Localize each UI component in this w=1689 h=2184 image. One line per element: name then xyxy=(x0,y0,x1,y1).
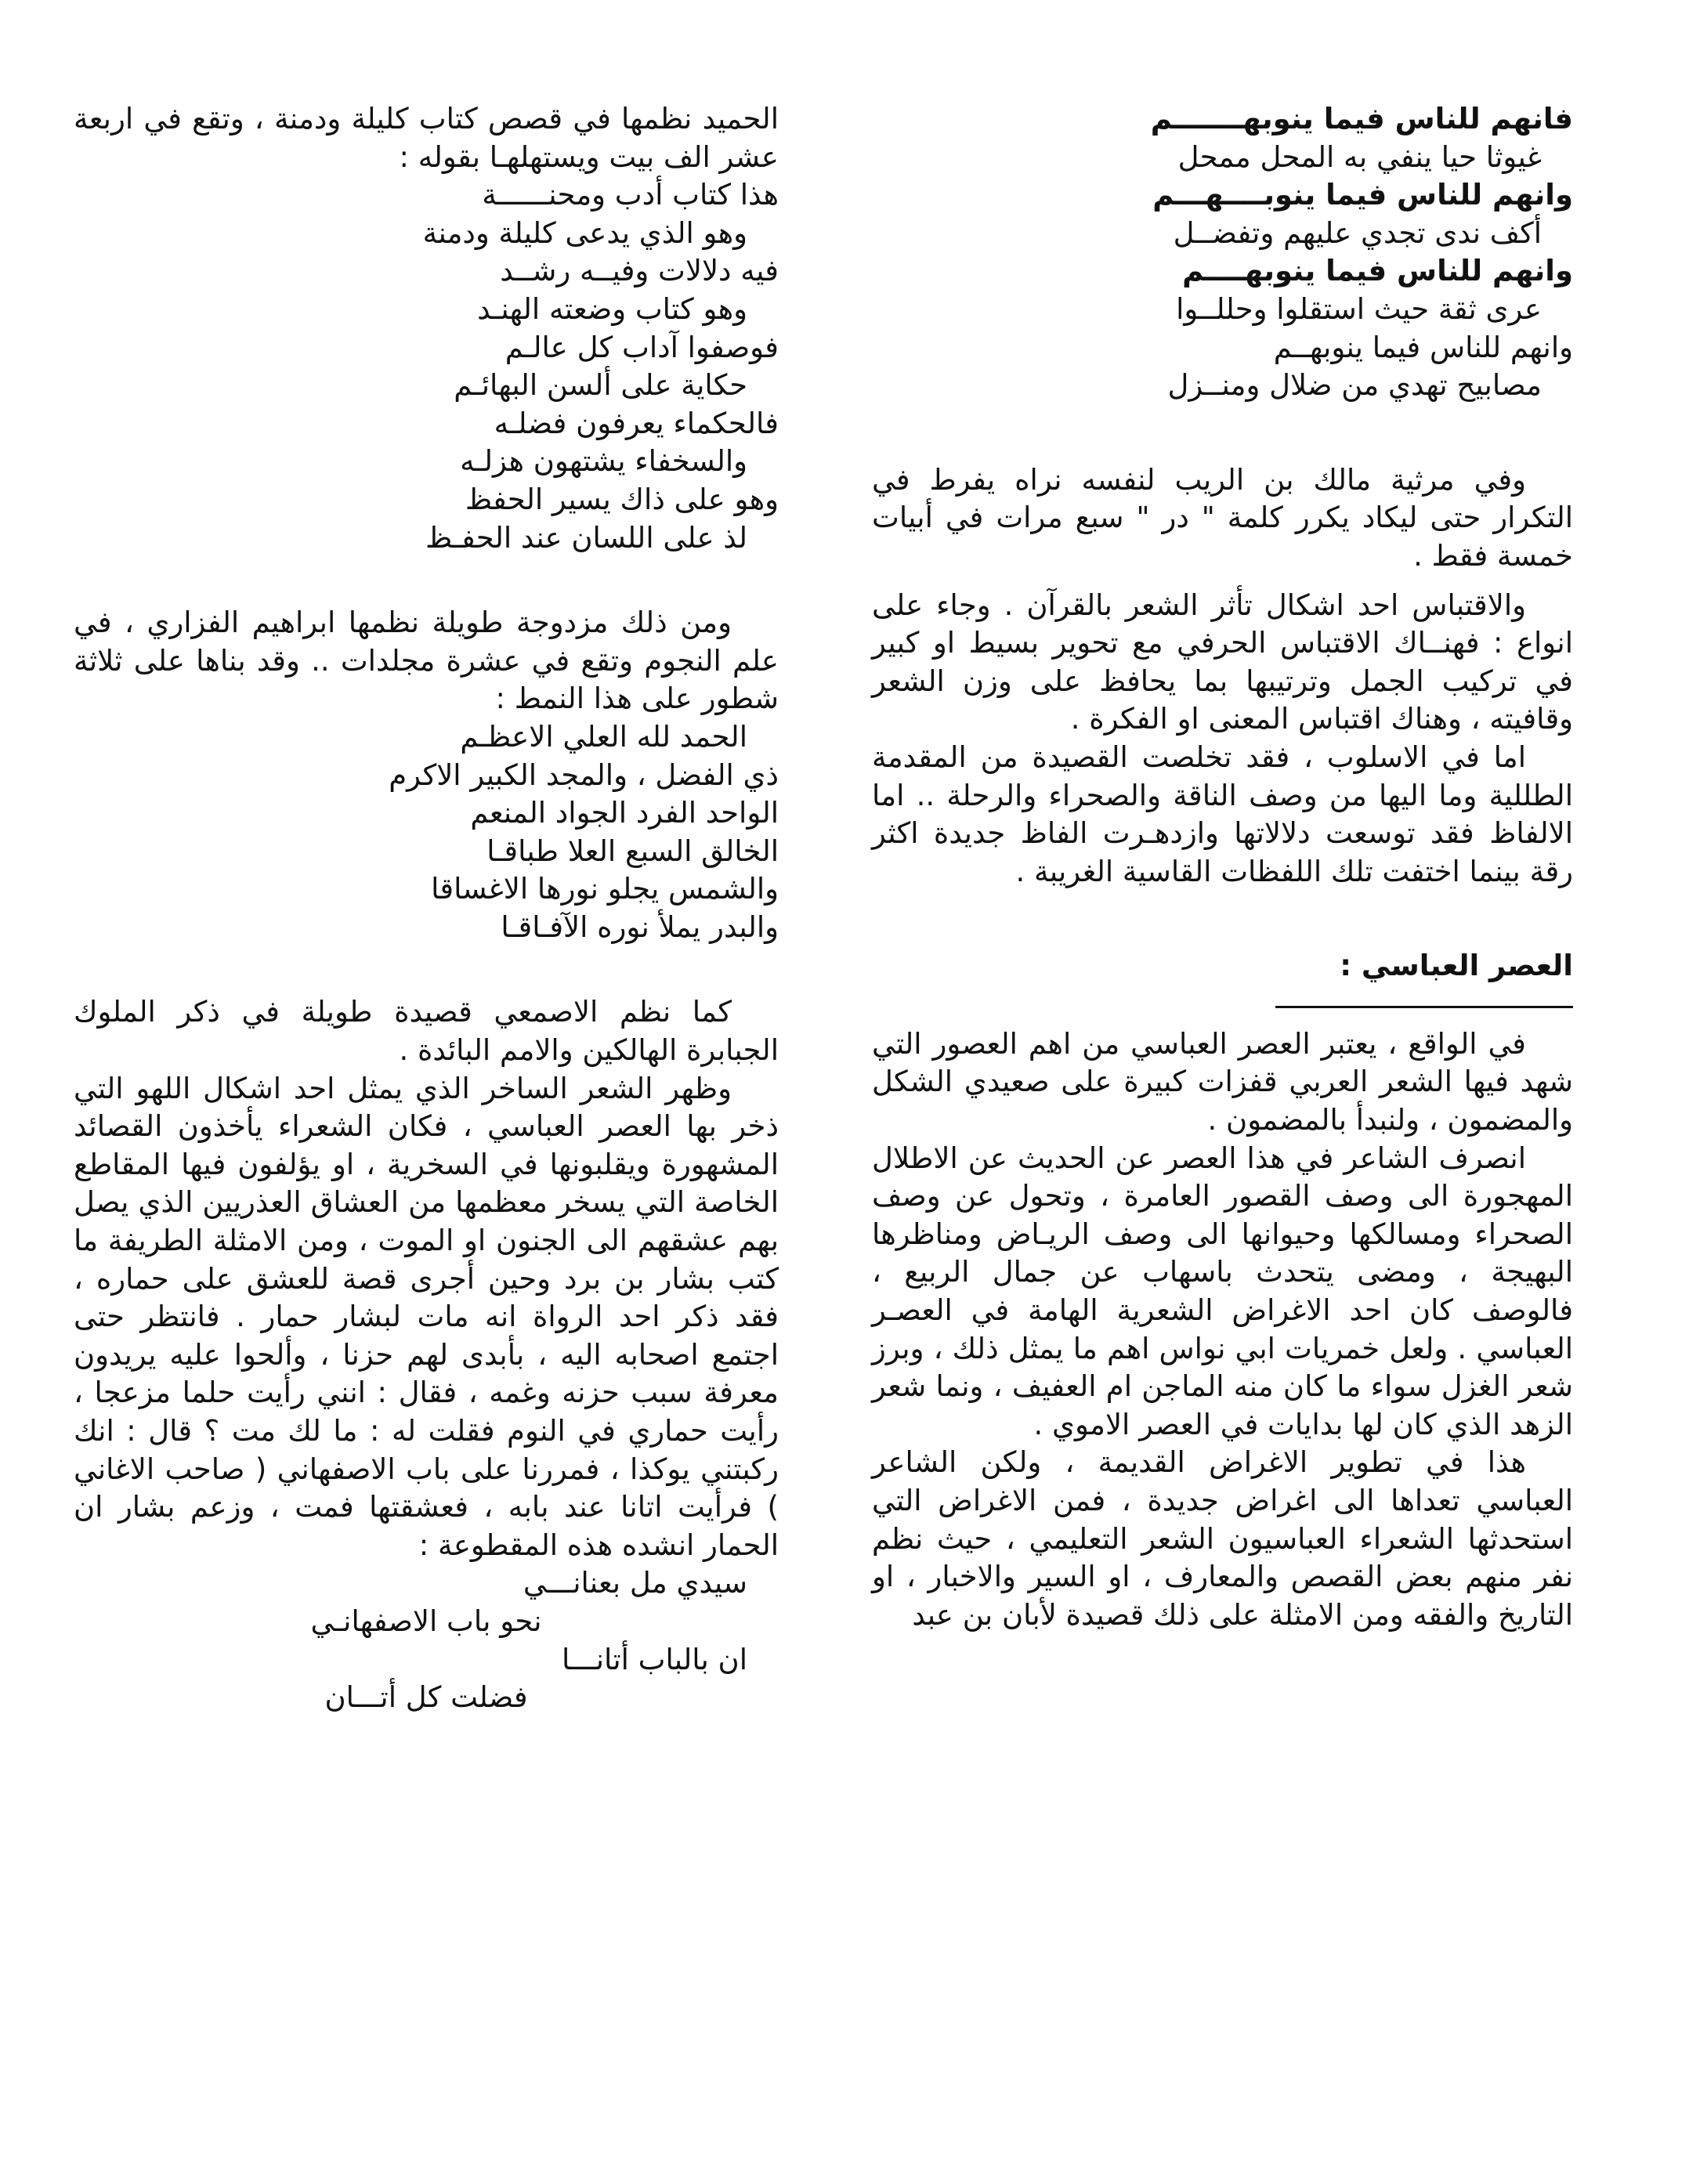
paragraph-hamid: الحميد نظمها في قصص كتاب كليلة ودمنة ، وتقع في اربعة عشر الف بيت ويستهلهـا بقوله : xyxy=(74,102,779,174)
verse-line: والسخفاء يشتهون هزلـه xyxy=(460,444,747,479)
paragraph-muzdawija: ومن ذلك مزدوجة طويلة نظمها ابراهيم الفزاري ، في علم النجوم وتقع في عشرة مجلدات .. وقد بناها على ثلاثة شطور على هذا النمط : xyxy=(74,606,779,716)
verse-block-kalila xyxy=(74,176,779,557)
verse-line: والبدر يملأ نوره الآفـاقـا xyxy=(501,909,779,944)
verse-block-hamd xyxy=(74,718,779,947)
heading-underline xyxy=(1275,1006,1573,1008)
paragraph-uslub: اما في الاسلوب ، فقد تخلصت القصيدة من المقدمة الطللية وما اليها من وصف الناقة والصحراء والرحلة .. اما الالفاظ فقد توسعت دلالاتها وازدهـرت الفاظ جديدة اكثر رقة بينما اختفت تلك اللفظات القاسية الغريبة . xyxy=(872,739,1573,888)
verse-line: لذ على اللسان عند الحفـظ xyxy=(425,520,747,555)
verse-line: فانهم للناس فيما ينوبهـــــــم xyxy=(1150,102,1573,136)
verse-line: وهو الذي يدعى كليلة ودمنة xyxy=(422,215,747,250)
paragraph-insarafa: انصرف الشاعر في هذا العصر عن الحديث عن الاطلال المهجورة الى وصف القصور العامرة ، وتحول عن وصف الصحراء ومسالكها وحيوانها الى وصف الريـاض ومناظرها البهيجة ، ومضى يتحدث باسهاب عن جمال الربيع ، فالوصف كان احد الاغراض الشعرية الهامة في العصـر العباسي . ولعل خمريات ابي نواس اهم ما يمثل ذلك ، وبرز شعر الغزل سواء ما كان منه الماجن ام العفيف ، ونما شعر الزهد الذي كان لها بدايات في العصر الاموي . xyxy=(872,1141,1573,1441)
paragraph-iqtibas: والاقتباس احد اشكال تأثر الشعر بالقرآن . وجاء على انواع : فهنــاك الاقتباس الحرفي مع تحوير بسيط او كبير في تركيب الجمل وترتيبها بما يحافظ على وزن الشعر وقافيته ، وهناك اقتباس المعنى او الفكرة . xyxy=(872,588,1573,736)
verse-line: حكاية على ألسن البهائـم xyxy=(454,368,747,403)
verse-line: سيدي مل بعنانـــي xyxy=(523,1566,747,1600)
section-heading: العصر العباسي : xyxy=(1340,949,1573,983)
verse-line: الحمد لله العلي الاعظـم xyxy=(460,719,747,754)
verse-line: فالحكماء يعرفون فضلـه xyxy=(494,406,779,440)
verse-line: فوصفوا آداب كل عالـم xyxy=(505,330,779,364)
verse-line: وهو كتاب وضعته الهنـد xyxy=(477,291,747,326)
paragraph-waqi: في الواقع ، يعتبر العصر العباسي من اهم العصور التي شهد فيها الشعر العربي قفزات كبيرة على صعيدي الشكل والمضمون ، ولنبدأ بالمضمون . xyxy=(872,1026,1573,1137)
verse-line: وانهم للناس فيما ينوبهــم xyxy=(1273,330,1573,364)
verse-line: عرى ثقة حيث استقلوا وحللــوا xyxy=(1176,291,1542,326)
verse-line: الخالق السبع العلا طباقـا xyxy=(486,833,779,868)
verse-line: ذي الفضل ، والمجد الكبير الاكرم xyxy=(389,758,779,792)
verse-line: وانهم للناس فيما ينوبهــــم xyxy=(1182,254,1573,288)
verse-line: نحو باب الاصفهانـي xyxy=(310,1604,542,1638)
verse-line: غيوثا حيا ينفي به المحل ممحل xyxy=(1177,139,1542,174)
paragraph-asmai: كما نظم الاصمعي قصيدة طويلة في ذكر الملوك الجبابرة الهالكين والامم البائدة . xyxy=(74,995,779,1068)
verse-line: فيه دلالات وفيــه رشــد xyxy=(500,254,779,288)
verse-block-donkey xyxy=(74,1564,779,1716)
verse-line: مصابيح تهدي من ضلال ومنــزل xyxy=(1167,368,1542,403)
right-column xyxy=(872,100,1573,1634)
paragraph-malik: وفي مرثية مالك بن الريب لنفسه نراه يفرط في التكرار حتى ليكاد يكرر كلمة " در " سبع مرات في أبيات خمسة فقط . xyxy=(872,462,1573,573)
verse-block-generosity xyxy=(872,100,1573,405)
left-column xyxy=(74,100,779,1717)
verse-line: أكف ندى تجدي عليهم وتفضــل xyxy=(1173,215,1542,250)
paragraph-sakhir: وظهر الشعر الساخر الذي يمثل احد اشكال اللهو التي ذخر بها العصر العباسي ، فكان الشعراء يأخذون القصائد المشهورة ويقلبونها في السخرية ، او يؤلفون فيها المقاطع الخاصة التي يسخر معظمها من العشاق العذريين الذي يصل بهم عشقهم الى الجنون او الموت ، ومن الامثلة الطريفة ما كتب بشار بن برد وحين أجرى قصة للعشق على حماره ، فقد ذكر احد الرواة انه مات لبشار حمار . فانتظر حتى اجتمع اصحابه اليه ، بأبدى لهم حزنا ، وألحوا عليه يريدون معرفة سبب حزنه وغمه ، فقال : انني رأيت حلما مزعجا ، رأيت حماري في النوم فقلت له : ما لك مت ؟ قال : انك ركبتني يوكذا ، فمررنا على باب الاصفهاني ( صاحب الاغاني ) فرأيت اتانا عند بابه ، فعشقتها فمت ، وزعم بشار ان الحمار انشده هذه المقطوعة : xyxy=(74,1071,779,1562)
verse-line: فضلت كل أتـــان xyxy=(324,1680,528,1715)
verse-line: ان بالباب أتانـــا xyxy=(561,1642,747,1676)
verse-line: وانهم للناس فيما ينوبــــهـــم xyxy=(1152,178,1573,212)
paragraph-hatha: هذا في تطوير الاغراض القديمة ، ولكن الشاعر العباسي تعداها الى اغراض جديدة ، فمن الاغراض التي استحدثها الشعراء العباسيون الشعر التعليمي ، حيث نظم نفر منهم بعض القصص والمعارف ، او السير والاخبار ، او التاريخ والفقه ومن الامثلة على ذلك قصيدة لأبان بن عبد xyxy=(872,1445,1573,1632)
verse-line: الواحد الفرد الجواد المنعم xyxy=(470,796,779,830)
verse-line: وهو على ذاك يسير الحفظ xyxy=(465,482,779,516)
verse-line: هذا كتاب أدب ومحنــــــة xyxy=(482,178,779,212)
verse-line: والشمس يجلو نورها الاغساقا xyxy=(431,872,779,906)
